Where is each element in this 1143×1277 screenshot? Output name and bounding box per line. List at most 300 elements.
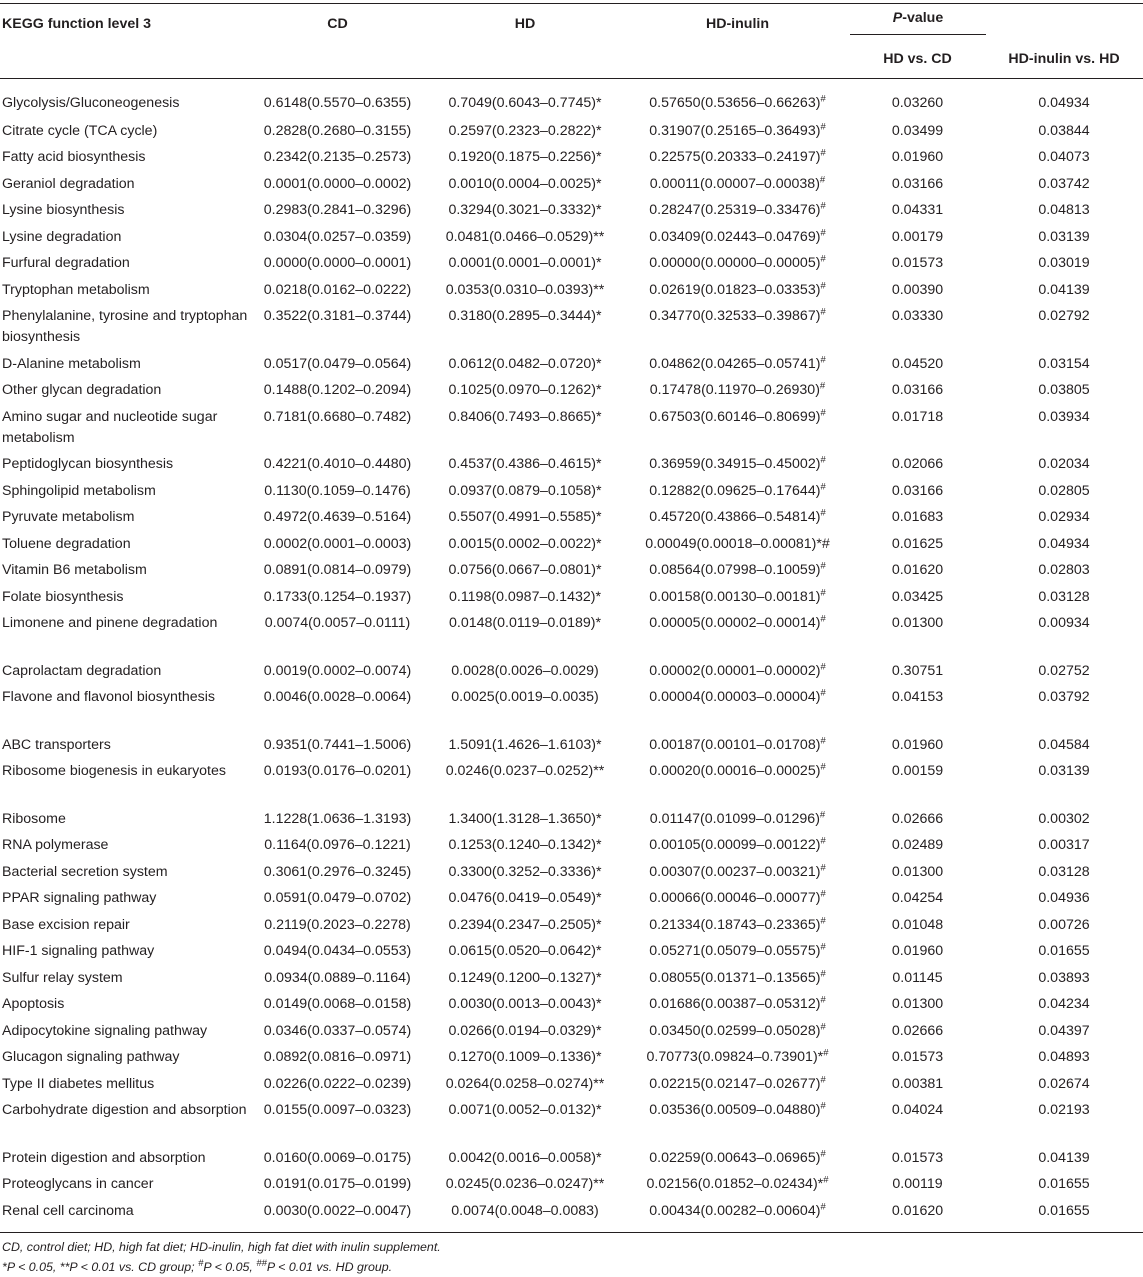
table-row bbox=[0, 225, 1143, 252]
cell-cd bbox=[250, 278, 425, 305]
cell-hd bbox=[425, 378, 625, 405]
cell-cd-text: 0.0892(0.0816–0.0971) bbox=[263, 1049, 412, 1065]
cell-cd-text: 0.0191(0.0175–0.0199) bbox=[263, 1176, 412, 1192]
cell-hd-inulin bbox=[625, 860, 850, 887]
cell-cd bbox=[250, 1098, 425, 1146]
cell-cd-text: 0.3061(0.2976–0.3245) bbox=[263, 863, 412, 880]
cell-hd-text: 0.1249(0.1200–0.1327)* bbox=[448, 969, 602, 986]
cell-function-name bbox=[0, 939, 250, 966]
cell-p-hd-vs-cd-text: 0.04520 bbox=[891, 355, 944, 372]
table-row bbox=[0, 304, 1143, 352]
cell-cd bbox=[250, 172, 425, 199]
cell-hd-inulin-text: 0.02619(0.01823–0.03353) bbox=[649, 281, 821, 298]
cell-cd-text: 0.2983(0.2841–0.3296) bbox=[263, 202, 412, 218]
cell-p-hd-vs-cd-text: 0.01300 bbox=[891, 863, 944, 880]
cell-p-hd-vs-cd-text: 0.02666 bbox=[891, 1022, 944, 1039]
cell-p-hd-vs-cd bbox=[850, 939, 985, 966]
header-hd-inulin bbox=[625, 4, 850, 79]
cell-hd-inulin bbox=[625, 1019, 850, 1046]
cell-p-hd-vs-cd-text: 0.00159 bbox=[891, 763, 944, 779]
cell-p-hd-vs-cd bbox=[850, 759, 985, 807]
cell-hd-text: 0.3180(0.2895–0.3444)* bbox=[448, 308, 602, 324]
table-row bbox=[0, 611, 1143, 659]
cell-hd-text: 0.7049(0.6043–0.7745)* bbox=[448, 95, 602, 111]
cell-p-hd-vs-cd bbox=[850, 225, 985, 252]
cell-function-name-text: Bacterial secretion system bbox=[2, 863, 168, 880]
cell-function-name bbox=[0, 733, 250, 760]
cell-cd bbox=[250, 1019, 425, 1046]
cell-function-name bbox=[0, 251, 250, 278]
cell-cd bbox=[250, 913, 425, 940]
cell-hd-inulin bbox=[625, 225, 850, 252]
cell-p-hdi-vs-hd bbox=[985, 558, 1143, 585]
cell-cd bbox=[250, 685, 425, 733]
footnote-sup-1: # bbox=[198, 1257, 204, 1269]
cell-cd-text: 0.4972(0.4639–0.5164) bbox=[263, 509, 412, 525]
cell-function-name-text: Furfural degradation bbox=[2, 255, 130, 271]
cell-p-hd-vs-cd bbox=[850, 378, 985, 405]
cell-p-hdi-vs-hd bbox=[985, 532, 1143, 559]
cell-function-name-text: Peptidoglycan biosynthesis bbox=[2, 456, 174, 472]
table-row bbox=[0, 198, 1143, 225]
cell-p-hdi-vs-hd bbox=[985, 759, 1143, 807]
cell-p-hdi-vs-hd-text: 0.00726 bbox=[1038, 916, 1090, 933]
cell-cd bbox=[250, 611, 425, 659]
cell-p-hd-vs-cd-text: 0.02066 bbox=[891, 456, 944, 472]
cell-p-hdi-vs-hd-text: 0.00317 bbox=[1038, 837, 1090, 853]
cell-p-hdi-vs-hd-text: 0.03139 bbox=[1038, 228, 1090, 245]
cell-hd-inulin-text: 0.02259(0.00643–0.06965) bbox=[649, 1149, 821, 1166]
cell-p-hdi-vs-hd bbox=[985, 278, 1143, 305]
cell-function-name-text: Limonene and pinene degradation bbox=[2, 615, 218, 631]
cell-hd-text: 0.0015(0.0002–0.0022)* bbox=[448, 535, 602, 552]
cell-cd-text: 0.0934(0.0889–0.1164) bbox=[264, 969, 411, 986]
table-row bbox=[0, 119, 1143, 146]
cell-function-name bbox=[0, 1146, 250, 1173]
cell-hd bbox=[425, 119, 625, 146]
cell-p-hdi-vs-hd-text: 0.04234 bbox=[1038, 996, 1090, 1012]
cell-cd bbox=[250, 225, 425, 252]
header-hd-label: HD bbox=[514, 16, 536, 32]
cell-p-hd-vs-cd-text: 0.00381 bbox=[891, 1075, 944, 1092]
cell-p-hdi-vs-hd-text: 0.04139 bbox=[1038, 281, 1090, 298]
significance-mark: # bbox=[819, 173, 826, 185]
cell-function-name-text: Apoptosis bbox=[2, 996, 65, 1012]
cell-hd-inulin bbox=[625, 198, 850, 225]
footnote-line-2 bbox=[2, 1257, 441, 1277]
table-row bbox=[0, 913, 1143, 940]
cell-cd-text: 0.2342(0.2135–0.2573) bbox=[263, 149, 412, 165]
cell-hd-inulin-text: 0.70773(0.09824–0.73901)* bbox=[646, 1049, 824, 1065]
cell-hd-text: 0.2394(0.2347–0.2505)* bbox=[448, 916, 602, 933]
cell-cd bbox=[250, 452, 425, 479]
cell-function-name-text: Carbohydrate digestion and absorption bbox=[2, 1102, 247, 1118]
cell-cd bbox=[250, 1172, 425, 1199]
cell-p-hdi-vs-hd-text: 0.02805 bbox=[1038, 482, 1090, 499]
cell-hd bbox=[425, 198, 625, 225]
cell-hd-text: 0.1025(0.0970–0.1262)* bbox=[448, 382, 602, 398]
cell-p-hdi-vs-hd bbox=[985, 1172, 1143, 1199]
header-kegg bbox=[0, 4, 250, 79]
cell-hd bbox=[425, 1072, 625, 1099]
cell-p-hdi-vs-hd bbox=[985, 79, 1143, 119]
cell-hd-text: 0.0025(0.0019–0.0035) bbox=[451, 689, 599, 705]
cell-hd-inulin-text: 0.02215(0.02147–0.02677) bbox=[649, 1075, 821, 1092]
cell-function-name bbox=[0, 145, 250, 172]
cell-hd-inulin bbox=[625, 659, 850, 686]
significance-mark: # bbox=[820, 226, 826, 238]
cell-function-name bbox=[0, 198, 250, 225]
header-row-1 bbox=[0, 4, 1143, 41]
cell-p-hdi-vs-hd-text: 0.04893 bbox=[1038, 1049, 1090, 1065]
cell-hd-text: 0.0042(0.0016–0.0058)* bbox=[448, 1149, 602, 1166]
significance-mark: # bbox=[820, 306, 826, 318]
cell-p-hd-vs-cd bbox=[850, 992, 985, 1019]
table-row bbox=[0, 352, 1143, 379]
cell-function-name-text: Amino sugar and nucleotide sugar metabolism bbox=[2, 408, 218, 446]
cell-cd bbox=[250, 119, 425, 146]
cell-function-name-text: Tryptophan metabolism bbox=[2, 281, 150, 298]
cell-hd-inulin-text: 0.17478(0.11970–0.26930) bbox=[649, 382, 820, 398]
significance-mark: # bbox=[820, 406, 826, 418]
cell-p-hd-vs-cd-text: 0.02666 bbox=[891, 810, 944, 827]
cell-hd-inulin bbox=[625, 452, 850, 479]
cell-cd bbox=[250, 939, 425, 966]
cell-p-hdi-vs-hd bbox=[985, 304, 1143, 352]
cell-p-hdi-vs-hd-text: 0.02803 bbox=[1038, 562, 1090, 578]
cell-p-hd-vs-cd bbox=[850, 611, 985, 659]
cell-hd-inulin bbox=[625, 532, 850, 559]
cell-hd-inulin-text: 0.00011(0.00007–0.00038) bbox=[649, 175, 820, 192]
cell-hd bbox=[425, 79, 625, 119]
cell-p-hdi-vs-hd bbox=[985, 833, 1143, 860]
significance-mark: # bbox=[823, 1174, 829, 1186]
cell-hd-text: 0.0615(0.0520–0.0642)* bbox=[448, 943, 602, 959]
cell-p-hdi-vs-hd-text: 0.03742 bbox=[1038, 175, 1090, 192]
cell-cd bbox=[250, 759, 425, 807]
cell-cd-text: 0.0193(0.0176–0.0201) bbox=[263, 763, 412, 779]
header-hd-vs-cd: HD vs. CD bbox=[883, 51, 952, 67]
cell-hd-text: 0.0266(0.0194–0.0329)* bbox=[448, 1022, 602, 1039]
cell-p-hd-vs-cd-text: 0.01683 bbox=[891, 509, 944, 525]
cell-p-hdi-vs-hd-text: 0.04584 bbox=[1038, 736, 1090, 753]
table-row bbox=[0, 807, 1143, 834]
cell-cd-text: 0.2828(0.2680–0.3155) bbox=[263, 122, 412, 139]
cell-cd-text: 0.0160(0.0069–0.0175) bbox=[263, 1149, 412, 1166]
cell-cd bbox=[250, 966, 425, 993]
cell-hd-inulin bbox=[625, 1146, 850, 1173]
cell-p-hdi-vs-hd bbox=[985, 119, 1143, 146]
cell-p-hd-vs-cd-text: 0.03166 bbox=[891, 175, 944, 192]
cell-p-hd-vs-cd bbox=[850, 145, 985, 172]
cell-hd-text: 1.3400(1.3128–1.3650)* bbox=[448, 810, 602, 827]
cell-cd-text: 0.6148(0.5570–0.6355) bbox=[263, 95, 412, 111]
cell-hd-inulin bbox=[625, 913, 850, 940]
cell-p-hdi-vs-hd-text: 0.03934 bbox=[1038, 408, 1090, 425]
cell-hd-text: 0.0476(0.0419–0.0549)* bbox=[448, 890, 602, 906]
table-row bbox=[0, 378, 1143, 405]
cell-hd-text: 0.8406(0.7493–0.8665)* bbox=[448, 408, 602, 425]
table-row bbox=[0, 79, 1143, 119]
table-row bbox=[0, 685, 1143, 733]
table-row bbox=[0, 452, 1143, 479]
significance-mark: # bbox=[819, 808, 826, 820]
cell-hd-text: 0.0937(0.0879–0.1058)* bbox=[448, 482, 602, 499]
cell-hd-inulin bbox=[625, 939, 850, 966]
cell-hd-text: 0.5507(0.4991–0.5585)* bbox=[448, 509, 602, 525]
cell-p-hd-vs-cd-text: 0.01300 bbox=[891, 615, 944, 631]
cell-p-hdi-vs-hd-text: 0.03805 bbox=[1038, 382, 1090, 398]
cell-p-hdi-vs-hd-text: 0.04397 bbox=[1038, 1022, 1090, 1039]
cell-p-hdi-vs-hd-text: 0.00934 bbox=[1038, 615, 1090, 631]
cell-hd-text: 0.0028(0.0026–0.0029) bbox=[451, 662, 599, 679]
cell-p-hdi-vs-hd-text: 0.04934 bbox=[1038, 535, 1090, 552]
cell-p-hd-vs-cd-text: 0.01718 bbox=[891, 408, 944, 425]
cell-p-hd-vs-cd-text: 0.01573 bbox=[891, 1149, 944, 1166]
significance-mark: # bbox=[820, 147, 826, 159]
cell-hd-text: 0.0612(0.0482–0.0720)* bbox=[448, 355, 602, 372]
cell-function-name-text: Glucagon signaling pathway bbox=[2, 1049, 180, 1065]
cell-p-hd-vs-cd bbox=[850, 807, 985, 834]
cell-p-hdi-vs-hd bbox=[985, 198, 1143, 225]
significance-mark: # bbox=[820, 507, 826, 519]
cell-hd-inulin bbox=[625, 479, 850, 506]
table-row bbox=[0, 886, 1143, 913]
cell-function-name bbox=[0, 352, 250, 379]
cell-hd bbox=[425, 966, 625, 993]
cell-hd-text: 0.0481(0.0466–0.0529)** bbox=[445, 228, 605, 245]
cell-hd-text: 0.2597(0.2323–0.2822)* bbox=[448, 122, 602, 139]
cell-p-hdi-vs-hd-text: 0.04813 bbox=[1038, 202, 1090, 218]
cell-function-name-text: Pyruvate metabolism bbox=[2, 509, 135, 525]
cell-p-hd-vs-cd-text: 0.01048 bbox=[891, 916, 944, 933]
cell-p-hdi-vs-hd bbox=[985, 966, 1143, 993]
cell-p-hdi-vs-hd bbox=[985, 251, 1143, 278]
cell-function-name-text: ABC transporters bbox=[2, 736, 111, 753]
cell-hd-text: 0.0756(0.0667–0.0801)* bbox=[448, 562, 602, 578]
cell-cd-text: 0.0517(0.0479–0.0564) bbox=[263, 355, 412, 372]
cell-cd bbox=[250, 505, 425, 532]
cell-hd bbox=[425, 405, 625, 453]
cell-hd-inulin bbox=[625, 251, 850, 278]
footnote-sup-2: ## bbox=[256, 1257, 267, 1269]
cell-hd-inulin-text: 0.03409(0.02443–0.04769) bbox=[649, 228, 821, 245]
cell-hd-inulin-text: 0.00005(0.00002–0.00014) bbox=[649, 615, 821, 631]
table-row bbox=[0, 532, 1143, 559]
cell-p-hdi-vs-hd-text: 0.03128 bbox=[1038, 588, 1090, 605]
significance-mark: # bbox=[820, 560, 826, 572]
cell-hd-inulin-text: 0.31907(0.25165–0.36493) bbox=[649, 122, 821, 139]
cell-p-hdi-vs-hd-text: 0.03893 bbox=[1038, 969, 1090, 986]
cell-hd-inulin bbox=[625, 352, 850, 379]
cell-hd-inulin bbox=[625, 145, 850, 172]
cell-p-hdi-vs-hd bbox=[985, 352, 1143, 379]
cell-cd bbox=[250, 1199, 425, 1233]
p-italic: P bbox=[892, 9, 903, 26]
cell-p-hdi-vs-hd-text: 0.03019 bbox=[1038, 255, 1090, 271]
cell-p-hdi-vs-hd bbox=[985, 733, 1143, 760]
significance-mark: # bbox=[820, 941, 826, 953]
significance-mark: # bbox=[820, 1100, 826, 1112]
cell-hd-text: 0.1198(0.0987–0.1432)* bbox=[449, 588, 601, 605]
cell-hd-inulin bbox=[625, 1072, 850, 1099]
cell-function-name-text: Flavone and flavonol biosynthesis bbox=[2, 689, 215, 705]
cell-cd-text: 0.0155(0.0097–0.0323) bbox=[263, 1102, 412, 1118]
cell-function-name-text: Adipocytokine signaling pathway bbox=[2, 1022, 208, 1039]
table-row bbox=[0, 479, 1143, 506]
kegg-table bbox=[0, 3, 1143, 1233]
significance-mark: # bbox=[820, 967, 826, 979]
cell-hd bbox=[425, 860, 625, 887]
cell-p-hd-vs-cd-text: 0.00119 bbox=[892, 1176, 943, 1192]
cell-cd bbox=[250, 304, 425, 352]
cell-cd-text: 0.0591(0.0479–0.0702) bbox=[263, 890, 412, 906]
header-cd-label: CD bbox=[327, 16, 348, 32]
cell-p-hdi-vs-hd bbox=[985, 479, 1143, 506]
cell-hd-text: 0.1270(0.1009–0.1336)* bbox=[448, 1049, 602, 1065]
cell-function-name-text: Phenylalanine, tyrosine and tryptophan biosynthesis bbox=[2, 308, 248, 345]
header-cd bbox=[250, 4, 425, 79]
cell-cd-text: 0.0494(0.0434–0.0553) bbox=[263, 943, 412, 959]
cell-cd-text: 0.1488(0.1202–0.2094) bbox=[263, 382, 412, 398]
cell-hd bbox=[425, 304, 625, 352]
cell-p-hd-vs-cd bbox=[850, 1072, 985, 1099]
cell-p-hd-vs-cd-text: 0.01960 bbox=[891, 736, 944, 753]
cell-hd-inulin-text: 0.34770(0.32533–0.39867) bbox=[649, 308, 821, 324]
cell-hd-inulin bbox=[625, 807, 850, 834]
cell-cd-text: 0.0891(0.0814–0.0979) bbox=[263, 562, 412, 578]
cell-hd bbox=[425, 1019, 625, 1046]
cell-p-hd-vs-cd-text: 0.03166 bbox=[891, 382, 944, 398]
table-row bbox=[0, 992, 1143, 1019]
cell-hd-inulin bbox=[625, 992, 850, 1019]
cell-p-hdi-vs-hd bbox=[985, 860, 1143, 887]
cell-function-name-text: Protein digestion and absorption bbox=[2, 1149, 206, 1166]
table-row bbox=[0, 1045, 1143, 1072]
cell-hd-inulin-text: 0.02156(0.01852–0.02434)* bbox=[646, 1176, 824, 1192]
cell-cd-text: 0.0074(0.0057–0.0111) bbox=[264, 615, 411, 631]
cell-p-hdi-vs-hd-text: 0.04139 bbox=[1038, 1149, 1090, 1166]
cell-function-name-text: Fatty acid biosynthesis bbox=[2, 149, 146, 165]
cell-p-hdi-vs-hd bbox=[985, 378, 1143, 405]
table-row bbox=[0, 1172, 1143, 1199]
cell-function-name bbox=[0, 225, 250, 252]
table-row bbox=[0, 1146, 1143, 1173]
cell-cd bbox=[250, 1146, 425, 1173]
cell-cd bbox=[250, 198, 425, 225]
cell-function-name-text: Base excision repair bbox=[2, 916, 130, 933]
cell-p-hd-vs-cd bbox=[850, 1146, 985, 1173]
cell-p-hd-vs-cd bbox=[850, 452, 985, 479]
table-row bbox=[0, 1019, 1143, 1046]
cell-p-hd-vs-cd-text: 0.01960 bbox=[891, 943, 944, 959]
cell-function-name bbox=[0, 685, 250, 733]
cell-function-name bbox=[0, 913, 250, 940]
cell-hd-text: 0.0246(0.0237–0.0252)** bbox=[445, 763, 605, 779]
cell-p-hd-vs-cd-text: 0.04254 bbox=[891, 890, 944, 906]
cell-hd-inulin bbox=[625, 1045, 850, 1072]
cell-p-hdi-vs-hd bbox=[985, 405, 1143, 453]
cell-p-hd-vs-cd-text: 0.01960 bbox=[891, 149, 944, 165]
cell-hd-text: 0.1253(0.1240–0.1342)* bbox=[448, 837, 602, 853]
cell-p-hd-vs-cd bbox=[850, 278, 985, 305]
cell-hd-inulin bbox=[625, 1172, 850, 1199]
cell-hd-inulin-text: 0.00158(0.00130–0.00181) bbox=[649, 588, 821, 605]
cell-p-hd-vs-cd bbox=[850, 119, 985, 146]
cell-function-name bbox=[0, 807, 250, 834]
table-row bbox=[0, 833, 1143, 860]
cell-function-name-text: Lysine biosynthesis bbox=[2, 202, 125, 218]
cell-hd-inulin-text: 0.08564(0.07998–0.10059) bbox=[649, 562, 821, 578]
cell-p-hd-vs-cd-text: 0.04331 bbox=[891, 202, 944, 218]
cell-p-hdi-vs-hd bbox=[985, 452, 1143, 479]
cell-function-name-text: Renal cell carcinoma bbox=[2, 1202, 134, 1219]
cell-cd-text: 0.0030(0.0022–0.0047) bbox=[263, 1202, 412, 1219]
cell-cd-text: 0.7181(0.6680–0.7482) bbox=[263, 408, 412, 425]
cell-hd-inulin-text: 0.36959(0.34915–0.45002) bbox=[649, 456, 821, 472]
significance-mark: # bbox=[820, 660, 826, 672]
cell-hd-text: 0.0030(0.0013–0.0043)* bbox=[448, 996, 602, 1012]
cell-function-name bbox=[0, 405, 250, 453]
cell-function-name bbox=[0, 860, 250, 887]
cell-function-name bbox=[0, 1072, 250, 1099]
cell-cd-text: 0.1130(0.1059–0.1476) bbox=[264, 482, 411, 499]
cell-p-hdi-vs-hd-text: 0.03792 bbox=[1038, 689, 1090, 705]
cell-hd bbox=[425, 611, 625, 659]
cell-function-name bbox=[0, 585, 250, 612]
cell-function-name bbox=[0, 611, 250, 659]
cell-hd bbox=[425, 1098, 625, 1146]
cell-p-hd-vs-cd-text: 0.03499 bbox=[891, 122, 944, 139]
table-row bbox=[0, 145, 1143, 172]
cell-hd-inulin-text: 0.00187(0.00101–0.01708) bbox=[649, 736, 821, 753]
cell-p-hdi-vs-hd bbox=[985, 685, 1143, 733]
significance-mark: # bbox=[820, 761, 826, 773]
cell-p-hdi-vs-hd bbox=[985, 1072, 1143, 1099]
cell-p-hdi-vs-hd bbox=[985, 172, 1143, 199]
cell-cd-text: 0.4221(0.4010–0.4480) bbox=[263, 456, 412, 472]
cell-cd bbox=[250, 79, 425, 119]
cell-cd bbox=[250, 405, 425, 453]
cell-hd-inulin bbox=[625, 378, 850, 405]
cell-cd-text: 0.0226(0.0222–0.0239) bbox=[263, 1075, 412, 1092]
cell-hd bbox=[425, 278, 625, 305]
cell-hd bbox=[425, 352, 625, 379]
cell-p-hd-vs-cd-text: 0.01625 bbox=[891, 535, 944, 552]
cell-hd-inulin bbox=[625, 886, 850, 913]
cell-hd bbox=[425, 886, 625, 913]
cell-hd bbox=[425, 992, 625, 1019]
cell-p-hd-vs-cd bbox=[850, 1199, 985, 1233]
cell-cd-text: 0.0001(0.0000–0.0002) bbox=[263, 175, 412, 192]
cell-function-name bbox=[0, 119, 250, 146]
cell-p-hdi-vs-hd-text: 0.02792 bbox=[1038, 308, 1090, 324]
cell-function-name-text: Citrate cycle (TCA cycle) bbox=[2, 122, 158, 139]
cell-function-name bbox=[0, 558, 250, 585]
cell-cd bbox=[250, 378, 425, 405]
significance-mark: # bbox=[820, 279, 826, 291]
cell-p-hd-vs-cd-text: 0.01573 bbox=[891, 255, 944, 271]
cell-p-hd-vs-cd bbox=[850, 352, 985, 379]
significance-mark: # bbox=[820, 1200, 826, 1212]
cell-p-hdi-vs-hd-text: 0.02752 bbox=[1038, 662, 1090, 679]
cell-p-hdi-vs-hd bbox=[985, 145, 1143, 172]
cell-hd-inulin-text: 0.01147(0.01099–0.01296) bbox=[649, 810, 820, 827]
cell-hd-inulin bbox=[625, 611, 850, 659]
cell-hd-inulin bbox=[625, 119, 850, 146]
cell-p-hd-vs-cd bbox=[850, 532, 985, 559]
cell-hd-text: 0.0148(0.0119–0.0189)* bbox=[449, 615, 601, 631]
